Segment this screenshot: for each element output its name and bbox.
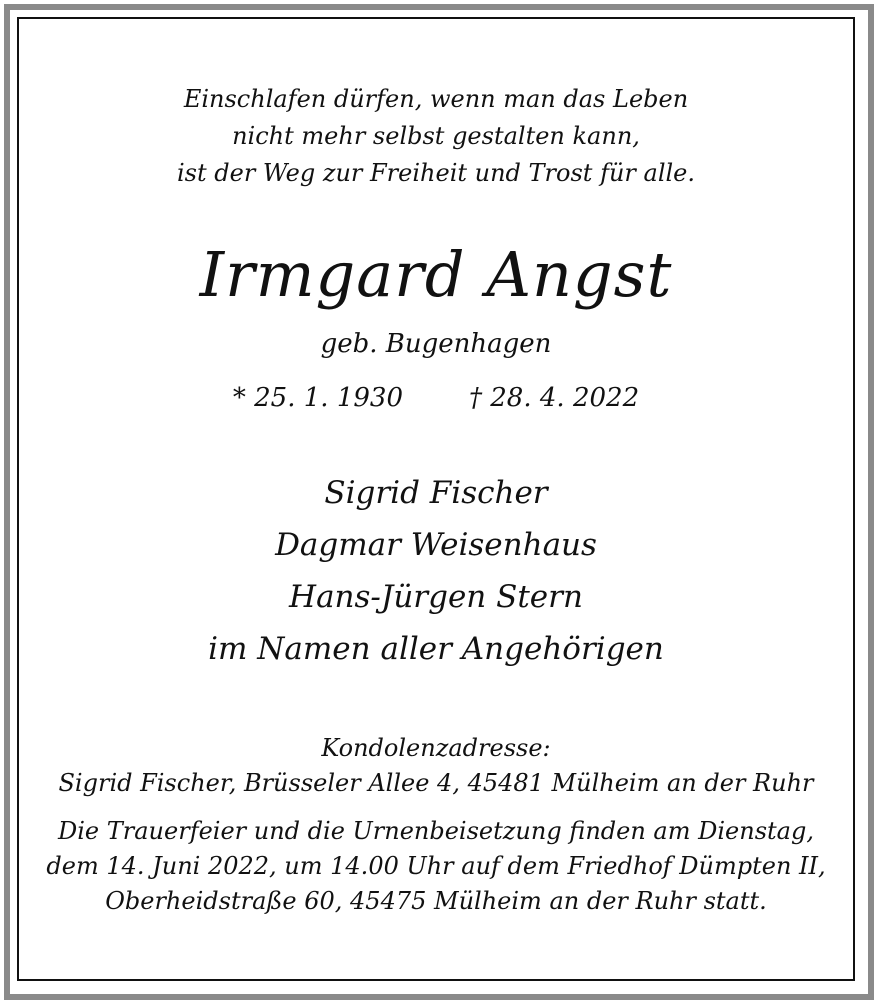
verse-line: nicht mehr selbst gestalten kann, xyxy=(232,122,640,150)
verse xyxy=(19,81,853,192)
condolence-address-text: Sigrid Fischer, Brüsseler Allee 4, 45481 Mülheim an der Ruhr xyxy=(58,769,814,797)
service-line: Die Trauerfeier und die Urnenbeisetzung finden am Dienstag, xyxy=(58,817,814,845)
mourner-name: Hans-Jürgen Stern xyxy=(289,579,583,615)
service-info xyxy=(19,814,853,919)
verse-line: Einschlafen dürfen, wenn man das Leben xyxy=(183,85,689,113)
mourners xyxy=(19,467,853,675)
service-line: Oberheidstraße 60, 45475 Mülheim an der Ruhr statt. xyxy=(105,887,767,915)
verse-line: ist der Weg zur Freiheit und Trost für alle. xyxy=(176,159,695,187)
condolence-address xyxy=(19,731,853,801)
family-note: im Namen aller Angehörigen xyxy=(208,631,664,667)
service-line: dem 14. Juni 2022, um 14.00 Uhr auf dem Friedhof Dümpten II, xyxy=(46,852,826,880)
death-date: † 28. 4. 2022 xyxy=(469,383,640,413)
mourner-name: Dagmar Weisenhaus xyxy=(275,527,597,563)
birth-date: * 25. 1. 1930 xyxy=(232,383,403,413)
condolence-label: Kondolenzadresse: xyxy=(321,734,551,762)
mourner-name: Sigrid Fischer xyxy=(324,475,548,511)
maiden-name: geb. Bugenhagen xyxy=(320,329,552,359)
life-dates xyxy=(19,381,853,415)
deceased-name: Irmgard Angst xyxy=(199,238,673,311)
